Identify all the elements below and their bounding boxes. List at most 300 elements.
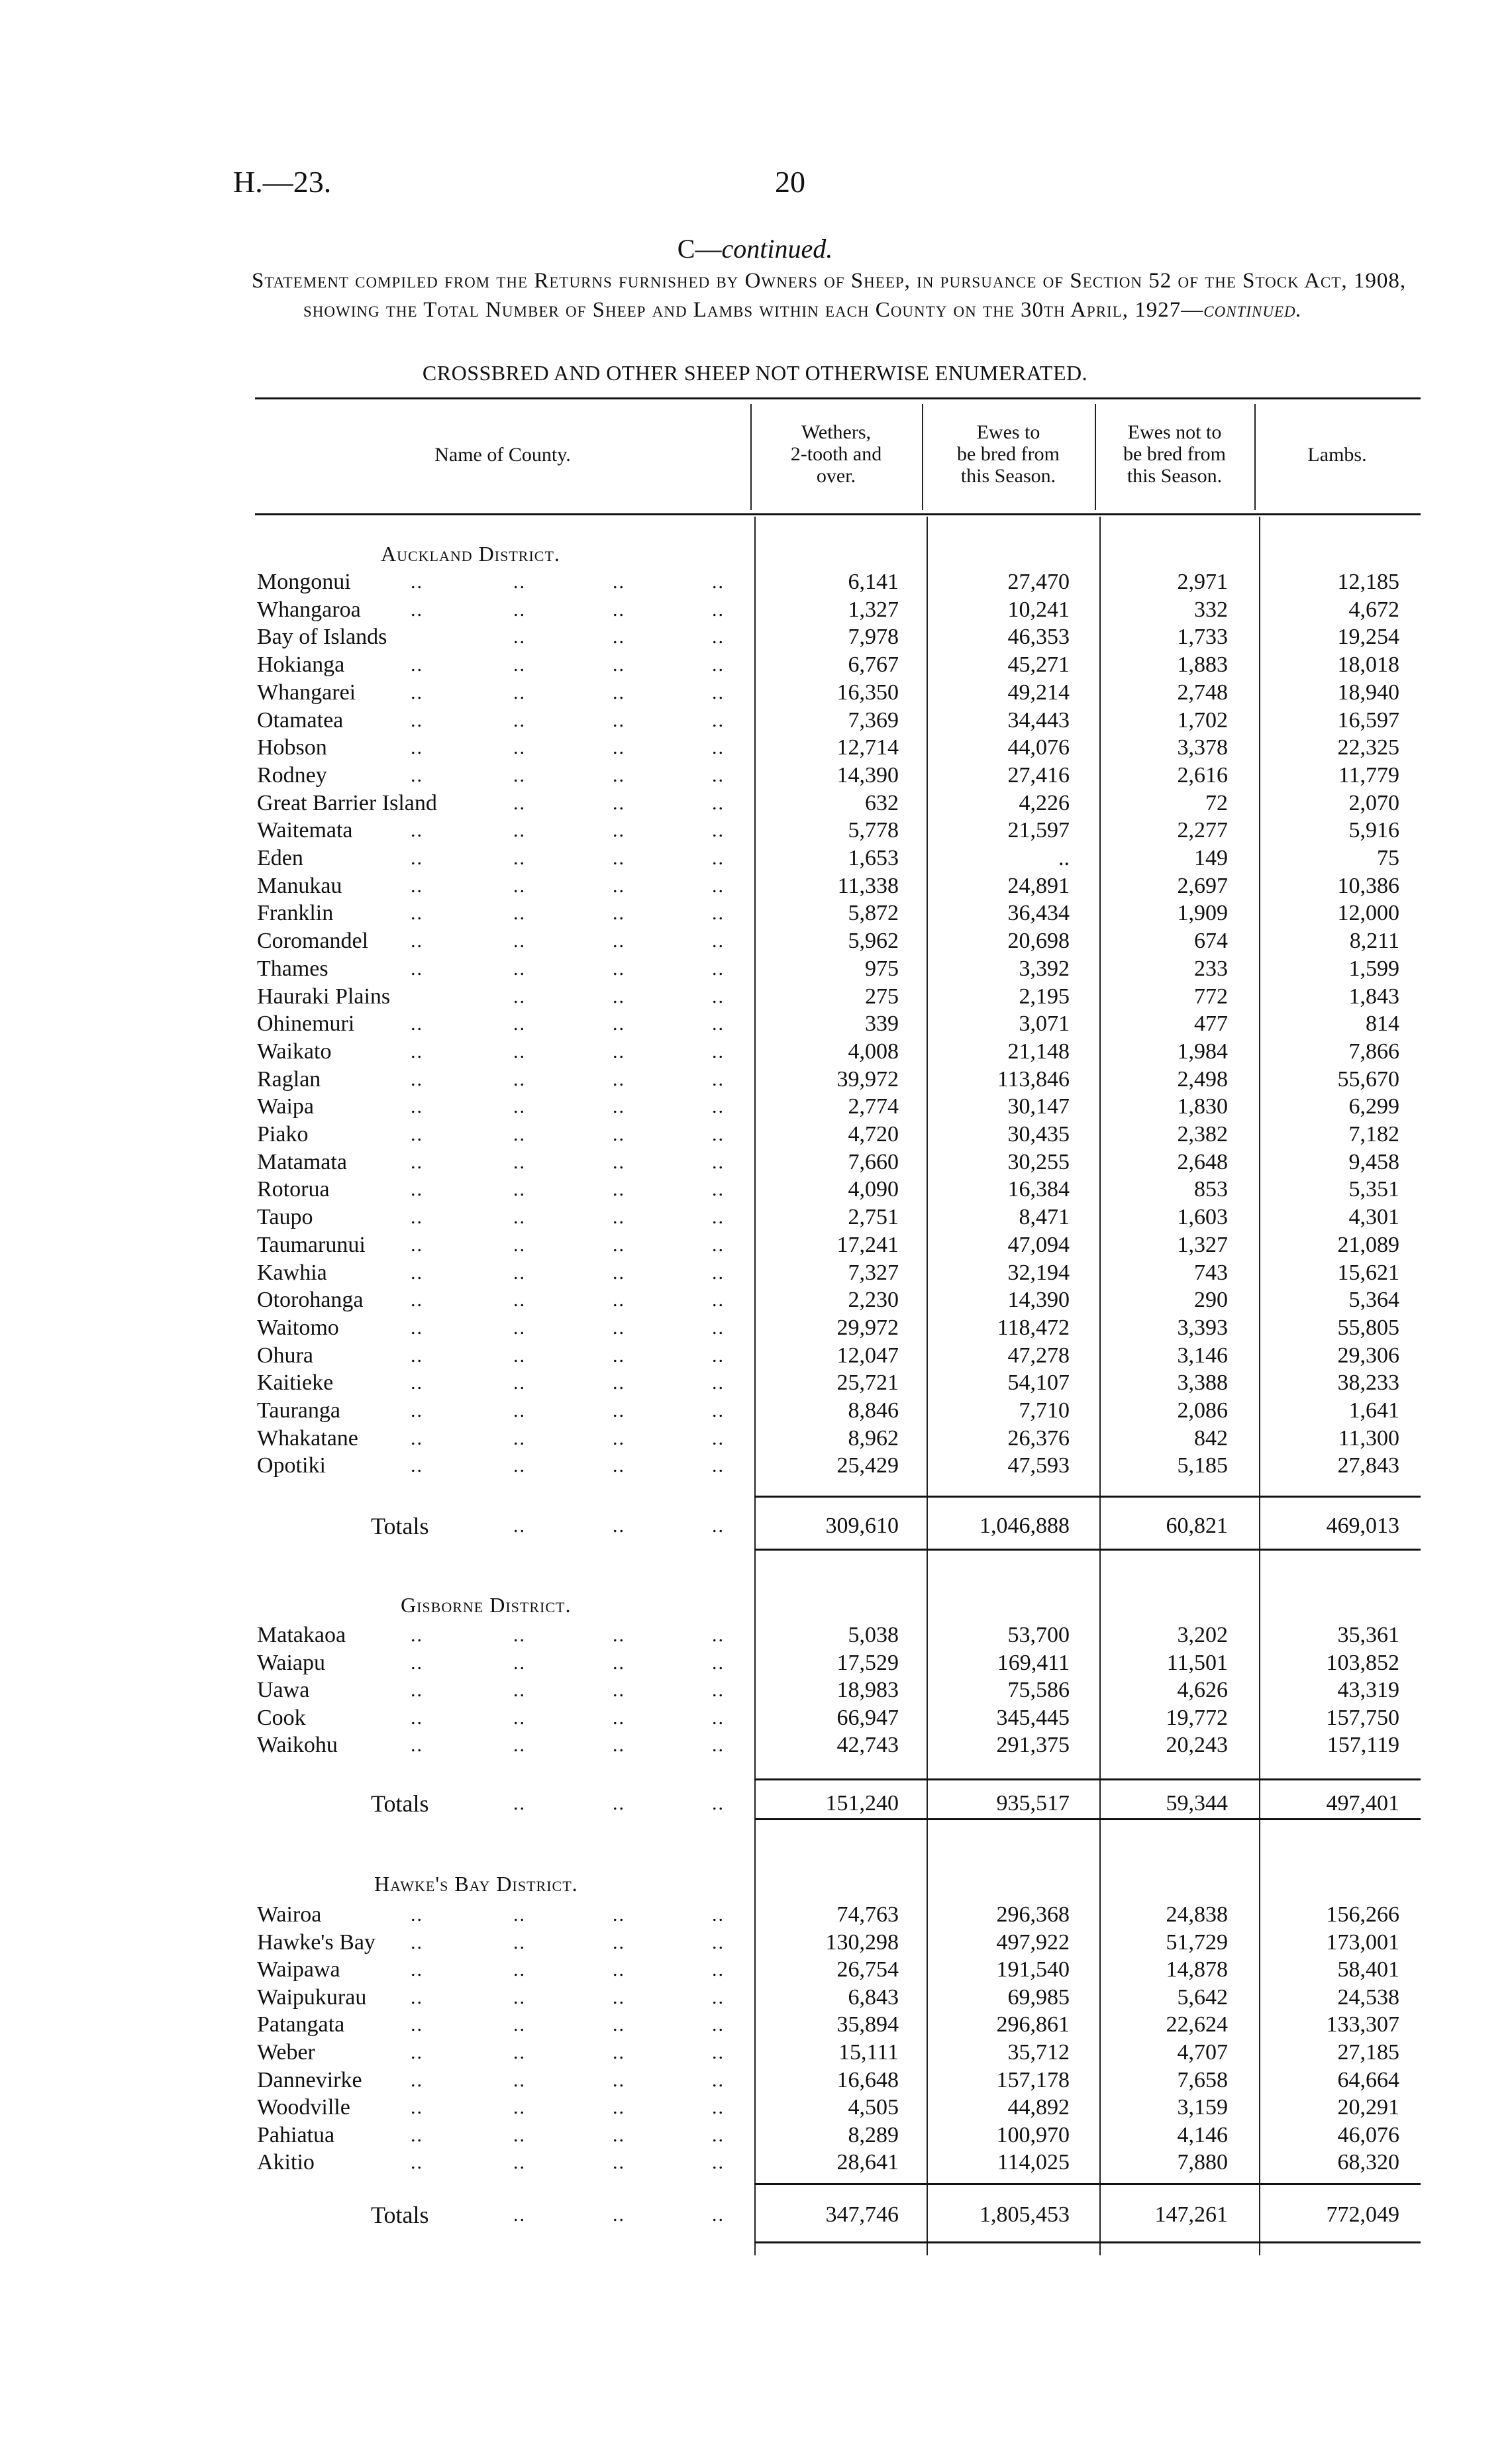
leader-dots: .. <box>411 764 423 786</box>
total-lambs: 772,049 <box>1326 2202 1399 2227</box>
total-ewes-not-bred: 59,344 <box>1166 1791 1228 1816</box>
leader-dots: .. <box>411 874 423 897</box>
county-name: Thames <box>257 956 328 981</box>
leader-dots: .. <box>712 709 725 731</box>
table-row <box>0 1649 1510 1677</box>
cell-ewes-bred: 32,194 <box>1007 1260 1070 1285</box>
county-name: Cook <box>257 1705 306 1730</box>
cell-ewes-bred: 35,712 <box>1007 2040 1070 2065</box>
cell-lambs: 173,001 <box>1326 1929 1399 1955</box>
leader-dots: .. <box>411 654 423 676</box>
cell-ewes-not-bred: 853 <box>1194 1177 1228 1202</box>
county-name: Hawke's Bay <box>257 1929 376 1955</box>
cell-lambs: 5,364 <box>1348 1288 1399 1313</box>
cell-ewes-bred: 54,107 <box>1007 1370 1070 1396</box>
cell-ewes-not-bred: 233 <box>1194 956 1228 981</box>
leader-dots: .. <box>613 1624 625 1646</box>
cell-wethers: 130,298 <box>825 1929 899 1955</box>
leader-dots: .. <box>411 1734 423 1757</box>
leader-dots: .. <box>513 1178 526 1201</box>
leader-dots: .. <box>613 1734 625 1757</box>
table-row <box>0 1397 1510 1425</box>
column-header-wethers: Wethers, 2-tooth and over. <box>790 421 882 487</box>
cell-ewes-not-bred: 5,185 <box>1177 1453 1228 1478</box>
total-wethers: 309,610 <box>825 1514 899 1538</box>
leader-dots: .. <box>712 764 725 786</box>
leader-dots: .. <box>613 2204 625 2226</box>
cell-lambs: 29,306 <box>1337 1343 1399 1368</box>
column-header-county: Name of County. <box>434 444 571 466</box>
leader-dots: .. <box>712 1206 725 1229</box>
cell-wethers: 7,327 <box>848 1260 899 1285</box>
leader-dots: .. <box>513 2204 526 2226</box>
leader-dots: .. <box>613 1151 625 1173</box>
leader-dots: .. <box>613 1289 625 1311</box>
cell-ewes-not-bred: 72 <box>1205 790 1228 815</box>
leader-dots: .. <box>513 874 526 897</box>
leader-dots: .. <box>712 1986 725 2008</box>
cell-wethers: 26,754 <box>836 1957 899 1982</box>
leader-dots: .. <box>411 598 423 621</box>
leader-dots: .. <box>712 1123 725 1145</box>
district-heading: Auckland District. <box>381 542 560 566</box>
leader-dots: .. <box>613 819 625 842</box>
leader-dots: .. <box>712 737 725 759</box>
leader-dots: .. <box>411 1151 423 1173</box>
leader-dots: .. <box>411 1679 423 1702</box>
leader-dots: .. <box>411 709 423 731</box>
cell-wethers: 14,390 <box>836 762 899 788</box>
leader-dots: .. <box>513 654 526 676</box>
leader-dots: .. <box>513 1040 526 1062</box>
cell-ewes-bred: 34,443 <box>1007 707 1070 733</box>
leader-dots: .. <box>712 1792 725 1814</box>
cell-wethers: 28,641 <box>836 2150 899 2175</box>
leader-dots: .. <box>613 2069 625 2091</box>
cell-lambs: 27,843 <box>1337 1453 1399 1478</box>
leader-dots: .. <box>712 1013 725 1035</box>
leader-dots: .. <box>613 626 625 648</box>
leader-dots: .. <box>411 2096 423 2119</box>
leader-dots: .. <box>411 847 423 869</box>
leader-dots: .. <box>411 1206 423 1229</box>
leader-dots: .. <box>411 2069 423 2091</box>
leader-dots: .. <box>712 2041 725 2063</box>
leader-dots: .. <box>613 1455 625 1477</box>
leader-dots: .. <box>411 1400 423 1421</box>
leader-dots: .. <box>411 1427 423 1449</box>
leader-dots: .. <box>613 1792 625 1814</box>
leader-dots: .. <box>712 2014 725 2036</box>
leader-dots: .. <box>613 1931 625 1953</box>
cell-lambs: 6,299 <box>1348 1094 1399 1119</box>
cell-wethers: 25,721 <box>836 1370 899 1396</box>
cell-ewes-not-bred: 1,702 <box>1177 707 1228 733</box>
leader-dots: .. <box>513 1427 526 1449</box>
cell-ewes-bred: 169,411 <box>997 1650 1070 1675</box>
leader-dots: .. <box>613 737 625 759</box>
county-name: Akitio <box>257 2150 315 2175</box>
county-name: Mongonui <box>257 570 351 594</box>
table-row <box>0 1093 1510 1121</box>
leader-dots: .. <box>613 2124 625 2146</box>
cell-lambs: 157,119 <box>1327 1733 1399 1758</box>
continued-heading <box>0 233 1510 264</box>
cell-wethers: 5,962 <box>848 929 899 954</box>
cell-ewes-bred: 345,445 <box>996 1705 1070 1730</box>
county-name: Hobson <box>257 735 327 760</box>
leader-dots: .. <box>411 1261 423 1284</box>
total-ewes-bred: 1,046,888 <box>980 1514 1070 1538</box>
leader-dots: .. <box>513 1123 526 1145</box>
totals-row <box>0 1512 1510 1540</box>
county-name: Opotiki <box>257 1453 326 1478</box>
cell-lambs: 24,538 <box>1337 1984 1399 2010</box>
leader-dots: .. <box>513 2014 526 2036</box>
leader-dots: .. <box>712 2096 725 2119</box>
leader-dots: .. <box>411 2124 423 2146</box>
leader-dots: .. <box>411 1096 423 1118</box>
cell-ewes-not-bred: 24,838 <box>1166 1902 1228 1927</box>
leader-dots: .. <box>411 1068 423 1090</box>
table-row <box>0 1369 1510 1397</box>
county-name: Otorohanga <box>257 1288 364 1313</box>
table-row <box>0 790 1510 817</box>
cell-lambs: 133,307 <box>1326 2012 1399 2037</box>
totals-rule <box>754 2183 1421 2185</box>
page-number: 20 <box>775 165 805 199</box>
leader-dots: .. <box>613 1679 625 1702</box>
cell-ewes-not-bred: 3,146 <box>1177 1343 1228 1368</box>
table-row <box>0 1731 1510 1759</box>
leader-dots: .. <box>613 2041 625 2063</box>
leader-dots: .. <box>513 1013 526 1035</box>
leader-dots: .. <box>411 681 423 703</box>
cell-ewes-bred: 114,025 <box>997 2150 1070 2175</box>
leader-dots: .. <box>712 1706 725 1729</box>
column-divider <box>922 404 923 510</box>
leader-dots: .. <box>613 1706 625 1729</box>
cell-lambs: 5,351 <box>1348 1177 1399 1202</box>
cell-wethers: 2,230 <box>848 1288 899 1313</box>
total-ewes-not-bred: 60,821 <box>1166 1514 1228 1538</box>
cell-ewes-not-bred: 772 <box>1194 984 1228 1009</box>
cell-ewes-not-bred: 2,971 <box>1177 570 1228 594</box>
leader-dots: .. <box>712 1931 725 1953</box>
cell-ewes-bred: 7,710 <box>1019 1398 1070 1423</box>
cell-ewes-not-bred: 7,880 <box>1177 2150 1228 2175</box>
table-row <box>0 899 1510 927</box>
cell-ewes-not-bred: 3,202 <box>1177 1623 1228 1647</box>
leader-dots: .. <box>712 2151 725 2174</box>
cell-ewes-not-bred: 7,658 <box>1177 2067 1228 2092</box>
leader-dots: .. <box>513 737 526 759</box>
cell-ewes-not-bred: 1,733 <box>1177 625 1228 650</box>
column-header-ewes-not-bred: Ewes not to be bred from this Season. <box>1123 421 1226 487</box>
cell-wethers: 17,241 <box>836 1232 899 1257</box>
cell-ewes-bred: 69,985 <box>1007 1984 1070 2010</box>
cell-ewes-not-bred: 1,909 <box>1177 901 1228 926</box>
cell-lambs: 12,185 <box>1337 570 1399 594</box>
table-row <box>0 1676 1510 1704</box>
leader-dots: .. <box>411 1904 423 1925</box>
leader-dots: .. <box>411 930 423 952</box>
leader-dots: .. <box>712 1904 725 1925</box>
cell-ewes-not-bred: 2,648 <box>1177 1149 1228 1174</box>
leader-dots: .. <box>613 1515 625 1537</box>
leader-dots: .. <box>411 737 423 759</box>
leader-dots: .. <box>513 571 526 593</box>
cell-wethers: 16,350 <box>836 680 899 705</box>
cell-ewes-not-bred: 2,382 <box>1177 1122 1228 1147</box>
leader-dots: .. <box>513 1734 526 1757</box>
leader-dots: .. <box>411 1344 423 1366</box>
leader-dots: .. <box>613 2096 625 2119</box>
leader-dots: .. <box>513 598 526 621</box>
cell-ewes-not-bred: 1,327 <box>1177 1232 1228 1257</box>
cell-ewes-not-bred: 2,616 <box>1177 762 1228 788</box>
table-row <box>0 2094 1510 2122</box>
cell-lambs: 8,211 <box>1349 929 1399 954</box>
leader-dots: .. <box>513 819 526 842</box>
cell-ewes-bred: 47,094 <box>1007 1232 1070 1257</box>
leader-dots: .. <box>411 1651 423 1674</box>
leader-dots: .. <box>712 1624 725 1646</box>
cell-ewes-bred: 100,970 <box>996 2122 1070 2147</box>
header-bottom-rule <box>255 513 1421 515</box>
total-ewes-bred: 1,805,453 <box>980 2202 1070 2227</box>
cell-ewes-bred: 49,214 <box>1007 680 1070 705</box>
cell-ewes-not-bred: 3,393 <box>1177 1315 1228 1340</box>
county-name: Waipukurau <box>257 1984 367 2010</box>
cell-ewes-bred: 27,470 <box>1007 570 1070 594</box>
leader-dots: .. <box>411 1040 423 1062</box>
cell-lambs: 157,750 <box>1326 1705 1399 1730</box>
county-name: Kawhia <box>257 1260 327 1285</box>
cell-lambs: 22,325 <box>1337 735 1399 760</box>
cell-wethers: 6,767 <box>848 652 899 678</box>
cell-lambs: 15,621 <box>1337 1260 1399 1285</box>
leader-dots: .. <box>513 1986 526 2008</box>
cell-lambs: 1,641 <box>1348 1398 1399 1423</box>
table-row <box>0 1259 1510 1287</box>
leader-dots: .. <box>613 571 625 593</box>
cell-ewes-bred: 118,472 <box>997 1315 1070 1340</box>
cell-ewes-not-bred: 3,378 <box>1177 735 1228 760</box>
cell-ewes-not-bred: 2,498 <box>1177 1066 1228 1092</box>
leader-dots: .. <box>613 2151 625 2174</box>
leader-dots: .. <box>513 1261 526 1284</box>
county-name: Piako <box>257 1122 309 1147</box>
total-ewes-bred: 935,517 <box>996 1791 1070 1816</box>
leader-dots: .. <box>712 1959 725 1981</box>
cell-lambs: 16,597 <box>1337 707 1399 733</box>
cell-wethers: 975 <box>865 956 899 981</box>
cell-lambs: 156,266 <box>1326 1902 1399 1927</box>
cell-lambs: 38,233 <box>1337 1370 1399 1396</box>
total-lambs: 469,013 <box>1326 1514 1399 1538</box>
cell-ewes-not-bred: 743 <box>1194 1260 1228 1285</box>
cell-lambs: 5,916 <box>1348 818 1399 843</box>
cell-ewes-bred: 157,178 <box>996 2067 1070 2092</box>
leader-dots: .. <box>513 2151 526 2174</box>
cell-wethers: 29,972 <box>836 1315 899 1340</box>
county-name: Great Barrier Island <box>257 790 437 815</box>
table-row <box>0 707 1510 735</box>
county-name: Waikato <box>257 1039 332 1064</box>
leader-dots: .. <box>613 792 625 814</box>
cell-ewes-not-bred: 1,603 <box>1177 1205 1228 1230</box>
county-name: Waitemata <box>257 818 353 843</box>
cell-wethers: 4,720 <box>848 1122 899 1147</box>
leader-dots: .. <box>712 819 725 842</box>
cell-ewes-bred: 113,846 <box>997 1066 1070 1092</box>
cell-ewes-bred: 21,597 <box>1007 818 1070 843</box>
cell-ewes-bred: 44,892 <box>1007 2095 1070 2120</box>
county-name: Ohinemuri <box>257 1011 355 1037</box>
leader-dots: .. <box>513 1316 526 1339</box>
leader-dots: .. <box>513 985 526 1007</box>
cell-lambs: 64,664 <box>1337 2067 1399 2092</box>
leader-dots: .. <box>513 1096 526 1118</box>
cell-lambs: 46,076 <box>1337 2122 1399 2147</box>
table-subtitle: CROSSBRED AND OTHER SHEEP NOT OTHERWISE ENUMERATED. <box>422 361 1088 385</box>
table-row <box>0 1231 1510 1259</box>
totals-label: Totals <box>371 1513 429 1539</box>
county-name: Raglan <box>257 1066 321 1092</box>
leader-dots: .. <box>613 1233 625 1256</box>
cell-ewes-not-bred: 1,883 <box>1177 652 1228 678</box>
table-row <box>0 1314 1510 1342</box>
cell-ewes-not-bred: 4,707 <box>1177 2040 1228 2065</box>
cell-wethers: 7,369 <box>848 707 899 733</box>
county-name: Franklin <box>257 901 334 926</box>
cell-ewes-not-bred: 11,501 <box>1166 1650 1228 1675</box>
header-top-rule <box>255 397 1421 399</box>
leader-dots: .. <box>513 1959 526 1981</box>
cell-lambs: 11,779 <box>1338 762 1399 788</box>
leader-dots: .. <box>513 626 526 648</box>
county-name: Whangaroa <box>257 597 361 622</box>
cell-ewes-not-bred: 51,729 <box>1166 1929 1228 1955</box>
cell-lambs: 68,320 <box>1337 2150 1399 2175</box>
total-lambs: 497,401 <box>1326 1791 1399 1816</box>
leader-dots: .. <box>712 1515 725 1537</box>
leader-dots: .. <box>411 2151 423 2174</box>
leader-dots: .. <box>513 1233 526 1256</box>
leader-dots: .. <box>513 1151 526 1173</box>
leader-dots: .. <box>712 1316 725 1339</box>
cell-lambs: 55,670 <box>1337 1066 1399 1092</box>
leader-dots: .. <box>411 1624 423 1646</box>
table-row <box>0 1176 1510 1204</box>
leader-dots: .. <box>411 1372 423 1394</box>
cell-lambs: 11,300 <box>1338 1425 1399 1451</box>
cell-lambs: 103,852 <box>1326 1650 1399 1675</box>
county-name: Dannevirke <box>257 2067 362 2092</box>
cell-ewes-bred: 8,471 <box>1019 1205 1070 1230</box>
county-name: Eden <box>257 846 303 870</box>
cell-wethers: 8,846 <box>848 1398 899 1423</box>
cell-wethers: 1,327 <box>848 597 899 622</box>
leader-dots: .. <box>613 1013 625 1035</box>
table-row <box>0 2122 1510 2149</box>
leader-dots: .. <box>613 847 625 869</box>
leader-dots: .. <box>712 902 725 925</box>
cell-ewes-not-bred: 3,159 <box>1177 2095 1228 2120</box>
cell-ewes-bred: 27,416 <box>1007 762 1070 788</box>
cell-lambs: 12,000 <box>1337 901 1399 926</box>
table-row <box>0 1204 1510 1231</box>
cell-ewes-bred: 24,891 <box>1007 873 1070 898</box>
cell-wethers: 6,141 <box>848 570 899 594</box>
cell-wethers: 18,983 <box>836 1678 899 1703</box>
totals-rule <box>754 1496 1421 1498</box>
leader-dots: .. <box>513 792 526 814</box>
table-row <box>0 2067 1510 2094</box>
cell-ewes-not-bred: 4,146 <box>1177 2122 1228 2147</box>
cell-ewes-bred: 75,586 <box>1007 1678 1070 1703</box>
cell-lambs: 27,185 <box>1337 2040 1399 2065</box>
county-name: Matakaoa <box>257 1623 346 1647</box>
cell-lambs: 1,843 <box>1348 984 1399 1009</box>
table-row <box>0 1704 1510 1732</box>
cell-ewes-bred: 20,698 <box>1007 929 1070 954</box>
county-name: Whakatane <box>257 1425 358 1451</box>
cell-wethers: 275 <box>865 984 899 1009</box>
leader-dots: .. <box>712 1651 725 1674</box>
cell-ewes-bred: 2,195 <box>1019 984 1070 1009</box>
leader-dots: .. <box>712 1400 725 1421</box>
cell-wethers: 7,660 <box>848 1149 899 1174</box>
cell-ewes-bred: 36,434 <box>1007 901 1070 926</box>
cell-ewes-not-bred: 2,697 <box>1177 873 1228 898</box>
county-name: Waitomo <box>257 1315 339 1340</box>
cell-wethers: 35,894 <box>836 2012 899 2037</box>
leader-dots: .. <box>411 957 423 980</box>
leader-dots: .. <box>613 874 625 897</box>
leader-dots: .. <box>513 1344 526 1366</box>
leader-dots: .. <box>513 1792 526 1814</box>
leader-dots: .. <box>712 874 725 897</box>
county-name: Kaitieke <box>257 1370 334 1396</box>
leader-dots: .. <box>513 930 526 952</box>
table-row <box>0 2149 1510 2177</box>
cell-wethers: 25,429 <box>836 1453 899 1478</box>
cell-ewes-bred: 4,226 <box>1019 790 1070 815</box>
leader-dots: .. <box>712 2204 725 2226</box>
leader-dots: .. <box>712 571 725 593</box>
county-name: Patangata <box>257 2012 345 2037</box>
leader-dots: .. <box>712 930 725 952</box>
leader-dots: .. <box>513 1289 526 1311</box>
cell-lambs: 21,089 <box>1337 1232 1399 1257</box>
county-name: Waikohu <box>257 1733 338 1758</box>
leader-dots: .. <box>712 654 725 676</box>
table-row <box>0 2039 1510 2067</box>
total-wethers: 347,746 <box>825 2202 899 2227</box>
leader-dots: .. <box>411 2041 423 2063</box>
cell-wethers: 5,778 <box>848 818 899 843</box>
table-row <box>0 623 1510 651</box>
cell-lambs: 20,291 <box>1337 2095 1399 2120</box>
cell-lambs: 1,599 <box>1348 956 1399 981</box>
table-row <box>0 596 1510 624</box>
cell-ewes-bred: 296,861 <box>996 2012 1070 2037</box>
leader-dots: .. <box>613 1400 625 1421</box>
table-row <box>0 762 1510 790</box>
leader-dots: .. <box>613 598 625 621</box>
